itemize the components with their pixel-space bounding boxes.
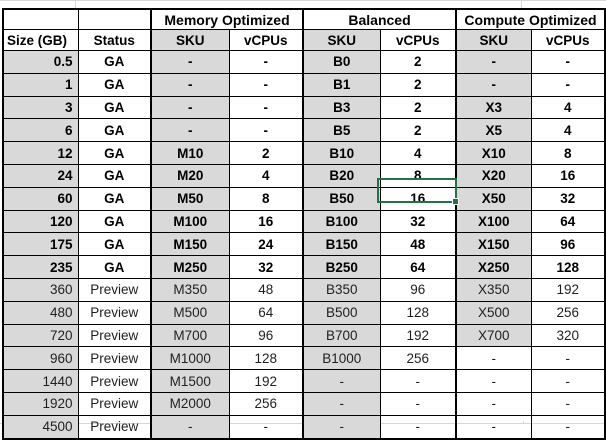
gridline	[521, 0, 522, 8]
compute-sku-cell[interactable]: X10	[456, 142, 531, 165]
table-row	[3, 51, 605, 74]
size-cell[interactable]: 360	[3, 278, 78, 301]
compute-vcpus-cell[interactable]: 192	[531, 278, 605, 301]
compute-sku-cell[interactable]: -	[456, 370, 531, 393]
compute-sku-cell[interactable]: X100	[456, 210, 531, 233]
memory-vcpus-cell[interactable]: -	[229, 96, 303, 119]
compute-sku-cell[interactable]: X350	[456, 278, 531, 301]
balanced-vcpus-cell[interactable]: 4	[380, 142, 456, 165]
balanced-header[interactable]: Balanced	[303, 9, 456, 30]
status-cell[interactable]: Preview	[78, 415, 151, 438]
memory-vcpus-cell[interactable]: 256	[229, 392, 303, 415]
compute-sku-column-header[interactable]: SKU	[456, 30, 531, 51]
size-cell[interactable]: 12	[3, 142, 78, 165]
table-row	[3, 73, 605, 96]
compute-vcpus-cell[interactable]: 8	[531, 142, 605, 165]
memory-sku-cell[interactable]: M2000	[151, 392, 229, 415]
balanced-vcpus-cell[interactable]: 256	[380, 347, 456, 370]
compute-sku-cell[interactable]: -	[456, 415, 531, 438]
memory-sku-cell[interactable]: -	[151, 119, 229, 142]
gridline	[75, 0, 76, 8]
size-cell[interactable]: 1	[3, 73, 78, 96]
memory-vcpus-cell[interactable]: -	[229, 73, 303, 96]
table-row	[3, 392, 605, 415]
compute-sku-cell[interactable]: X500	[456, 301, 531, 324]
compute-vcpus-cell[interactable]: -	[531, 73, 605, 96]
memory-vcpus-cell[interactable]: 192	[229, 370, 303, 393]
memory-sku-cell[interactable]: M150	[151, 233, 229, 256]
fill-handle[interactable]	[452, 198, 459, 205]
table-row	[3, 347, 605, 370]
table-row	[3, 119, 605, 142]
balanced-vcpus-cell[interactable]: -	[380, 370, 456, 393]
compute-vcpus-cell[interactable]: 256	[531, 301, 605, 324]
table-row	[3, 187, 605, 210]
status-cell[interactable]: Preview	[78, 301, 151, 324]
balanced-vcpus-cell[interactable]: 8	[380, 164, 456, 187]
memory-vcpus-column-header[interactable]: vCPUs	[229, 30, 303, 51]
table-row	[3, 301, 605, 324]
empty-cell[interactable]	[3, 9, 78, 30]
size-cell[interactable]: 1440	[3, 370, 78, 393]
memory-sku-cell[interactable]: M20	[151, 164, 229, 187]
compute-sku-cell[interactable]: X250	[456, 256, 531, 279]
size-cell[interactable]: 480	[3, 301, 78, 324]
balanced-sku-cell[interactable]: B500	[303, 301, 380, 324]
balanced-sku-cell[interactable]: B10	[303, 142, 380, 165]
memory-vcpus-cell[interactable]: 4	[229, 164, 303, 187]
balanced-sku-cell[interactable]: B100	[303, 210, 380, 233]
status-cell[interactable]: GA	[78, 51, 151, 74]
status-cell[interactable]: Preview	[78, 370, 151, 393]
memory-sku-column-header[interactable]: SKU	[151, 30, 229, 51]
balanced-vcpus-cell[interactable]: 32	[380, 210, 456, 233]
compute-vcpus-cell[interactable]: -	[531, 51, 605, 74]
table-row	[3, 256, 605, 279]
compute-sku-cell[interactable]: X50	[456, 187, 531, 210]
balanced-vcpus-cell[interactable]: 48	[380, 233, 456, 256]
compute-vcpus-cell[interactable]: -	[531, 347, 605, 370]
memory-sku-cell[interactable]: -	[151, 51, 229, 74]
compute-sku-cell[interactable]: -	[456, 73, 531, 96]
balanced-vcpus-cell[interactable]: 2	[380, 73, 456, 96]
balanced-sku-column-header[interactable]: SKU	[303, 30, 380, 51]
size-cell[interactable]: 24	[3, 164, 78, 187]
memory-sku-cell[interactable]: M350	[151, 278, 229, 301]
compute-optimized-header[interactable]: Compute Optimized	[456, 9, 605, 30]
balanced-vcpus-cell[interactable]: 192	[380, 324, 456, 347]
balanced-vcpus-cell[interactable]: 128	[380, 301, 456, 324]
compute-vcpus-cell[interactable]: 64	[531, 210, 605, 233]
table-row	[3, 370, 605, 393]
memory-vcpus-cell[interactable]: 2	[229, 142, 303, 165]
balanced-vcpus-cell[interactable]: 96	[380, 278, 456, 301]
compute-vcpus-cell[interactable]: -	[531, 392, 605, 415]
compute-vcpus-cell[interactable]: 4	[531, 119, 605, 142]
status-cell[interactable]: GA	[78, 142, 151, 165]
compute-sku-cell[interactable]: -	[456, 51, 531, 74]
size-cell[interactable]: 720	[3, 324, 78, 347]
compute-vcpus-cell[interactable]: 128	[531, 256, 605, 279]
size-cell[interactable]: 120	[3, 210, 78, 233]
balanced-sku-cell[interactable]: B350	[303, 278, 380, 301]
compute-sku-cell[interactable]: -	[456, 347, 531, 370]
balanced-sku-cell[interactable]: B0	[303, 51, 380, 74]
memory-vcpus-cell[interactable]: -	[229, 119, 303, 142]
balanced-vcpus-cell-selected[interactable]: 16	[380, 187, 456, 210]
memory-vcpus-cell[interactable]: 8	[229, 187, 303, 210]
memory-optimized-header[interactable]: Memory Optimized	[151, 9, 303, 30]
balanced-sku-cell[interactable]: B3	[303, 96, 380, 119]
memory-sku-cell[interactable]: M10	[151, 142, 229, 165]
balanced-vcpus-cell[interactable]: 2	[380, 51, 456, 74]
balanced-vcpus-cell[interactable]: 2	[380, 119, 456, 142]
balanced-sku-cell[interactable]: -	[303, 415, 380, 438]
memory-vcpus-cell[interactable]: 16	[229, 210, 303, 233]
size-cell[interactable]: 235	[3, 256, 78, 279]
table-row	[3, 96, 605, 119]
table-row	[3, 210, 605, 233]
balanced-sku-cell[interactable]: B20	[303, 164, 380, 187]
balanced-sku-cell[interactable]: B1	[303, 73, 380, 96]
memory-vcpus-cell[interactable]: 24	[229, 233, 303, 256]
memory-sku-cell[interactable]: M250	[151, 256, 229, 279]
memory-sku-cell[interactable]: M700	[151, 324, 229, 347]
empty-cell[interactable]	[78, 9, 151, 30]
status-cell[interactable]: GA	[78, 256, 151, 279]
balanced-vcpus-cell[interactable]: -	[380, 415, 456, 438]
column-header-row	[3, 30, 605, 51]
balanced-vcpus-cell[interactable]: 2	[380, 96, 456, 119]
balanced-sku-cell[interactable]: B250	[303, 256, 380, 279]
status-cell[interactable]: GA	[78, 96, 151, 119]
group-header-row	[3, 9, 605, 30]
balanced-sku-cell[interactable]: B150	[303, 233, 380, 256]
memory-vcpus-cell[interactable]: -	[229, 51, 303, 74]
status-cell[interactable]: GA	[78, 187, 151, 210]
size-cell[interactable]: 60	[3, 187, 78, 210]
sku-table	[2, 8, 606, 440]
compute-sku-cell[interactable]: X20	[456, 164, 531, 187]
size-cell[interactable]: 960	[3, 347, 78, 370]
compute-vcpus-cell[interactable]: 32	[531, 187, 605, 210]
memory-sku-cell[interactable]: -	[151, 96, 229, 119]
compute-sku-cell[interactable]: X3	[456, 96, 531, 119]
status-cell[interactable]: GA	[78, 210, 151, 233]
balanced-sku-cell[interactable]: -	[303, 370, 380, 393]
memory-vcpus-cell[interactable]: 96	[229, 324, 303, 347]
status-cell[interactable]: GA	[78, 233, 151, 256]
compute-sku-cell[interactable]: -	[456, 392, 531, 415]
status-column-header[interactable]: Status	[78, 30, 151, 51]
memory-vcpus-cell[interactable]: 128	[229, 347, 303, 370]
size-cell[interactable]: 3	[3, 96, 78, 119]
memory-sku-cell[interactable]: M100	[151, 210, 229, 233]
memory-sku-cell[interactable]: M50	[151, 187, 229, 210]
compute-vcpus-cell[interactable]: -	[531, 415, 605, 438]
memory-vcpus-cell[interactable]: 32	[229, 256, 303, 279]
size-cell[interactable]: 0.5	[3, 51, 78, 74]
memory-sku-cell[interactable]: M1500	[151, 370, 229, 393]
size-cell[interactable]: 175	[3, 233, 78, 256]
memory-sku-cell[interactable]: M1000	[151, 347, 229, 370]
status-cell[interactable]: Preview	[78, 278, 151, 301]
balanced-vcpus-cell[interactable]: -	[380, 392, 456, 415]
table-row	[3, 415, 605, 438]
compute-sku-cell[interactable]: X5	[456, 119, 531, 142]
table-row	[3, 324, 605, 347]
balanced-sku-cell[interactable]: B700	[303, 324, 380, 347]
compute-vcpus-cell[interactable]: -	[531, 370, 605, 393]
compute-vcpus-column-header[interactable]: vCPUs	[531, 30, 605, 51]
compute-sku-cell[interactable]: X700	[456, 324, 531, 347]
compute-vcpus-cell[interactable]: 16	[531, 164, 605, 187]
memory-vcpus-cell[interactable]: 64	[229, 301, 303, 324]
table-row	[3, 233, 605, 256]
compute-vcpus-cell[interactable]: 4	[531, 96, 605, 119]
balanced-vcpus-column-header[interactable]: vCPUs	[380, 30, 456, 51]
status-cell[interactable]: GA	[78, 119, 151, 142]
size-column-header[interactable]: Size (GB)	[3, 30, 78, 51]
memory-sku-cell[interactable]: M500	[151, 301, 229, 324]
compute-sku-cell[interactable]: X150	[456, 233, 531, 256]
memory-sku-cell[interactable]: -	[151, 73, 229, 96]
size-cell[interactable]: 1920	[3, 392, 78, 415]
balanced-vcpus-cell[interactable]: 64	[380, 256, 456, 279]
table-row	[3, 278, 605, 301]
status-cell[interactable]: Preview	[78, 324, 151, 347]
status-cell[interactable]: Preview	[78, 392, 151, 415]
table-row	[3, 142, 605, 165]
balanced-sku-cell[interactable]: -	[303, 392, 380, 415]
size-cell[interactable]: 4500	[3, 415, 78, 438]
status-cell[interactable]: Preview	[78, 347, 151, 370]
balanced-sku-cell[interactable]: B1000	[303, 347, 380, 370]
memory-vcpus-cell[interactable]: 48	[229, 278, 303, 301]
status-cell[interactable]: GA	[78, 73, 151, 96]
compute-vcpus-cell[interactable]: 96	[531, 233, 605, 256]
balanced-sku-cell[interactable]: B5	[303, 119, 380, 142]
gridline	[0, 0, 606, 1]
memory-sku-cell[interactable]: -	[151, 415, 229, 438]
compute-vcpus-cell[interactable]: 320	[531, 324, 605, 347]
balanced-sku-cell[interactable]: B50	[303, 187, 380, 210]
status-cell[interactable]: GA	[78, 164, 151, 187]
table-row	[3, 164, 605, 187]
size-cell[interactable]: 6	[3, 119, 78, 142]
memory-vcpus-cell[interactable]: -	[229, 415, 303, 438]
